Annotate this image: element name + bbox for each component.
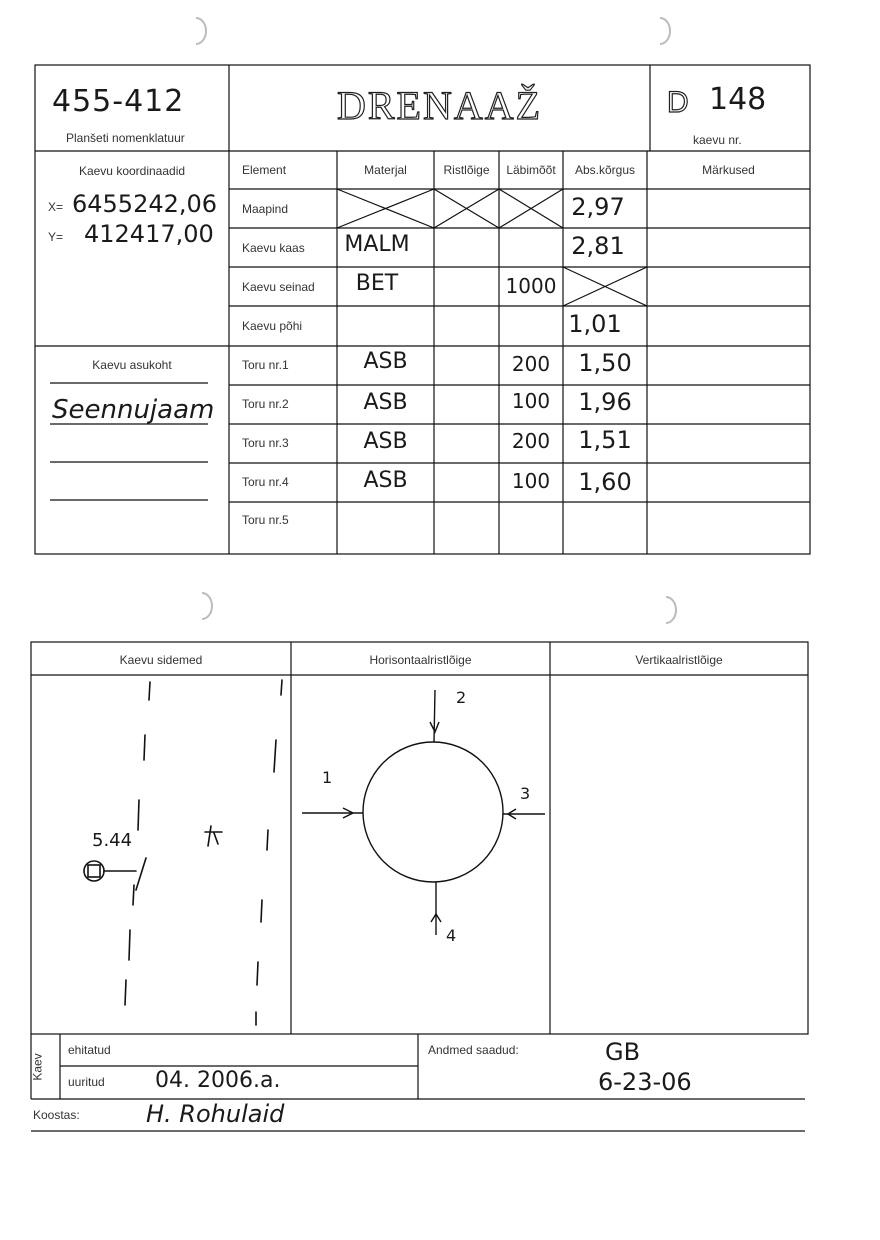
well-number-label: kaevu nr. [693,133,742,147]
row-material: ASB [363,429,408,454]
row-diameter: 1000 [505,274,557,298]
row-element: Kaevu kaas [242,241,305,255]
sketch-title-ties: Kaevu sidemed [119,653,203,667]
row-abs-height: 1,96 [578,388,632,416]
row-material: MALM [344,232,410,257]
row-material: BET [355,271,399,296]
well-number: 148 [709,82,767,117]
nomenclature-label: Planšeti nomenklatuur [66,131,185,145]
coord-x-prefix: X= [48,200,64,214]
pipe-label-2: 2 [456,688,467,707]
compiled-label: Koostas: [33,1108,80,1122]
coord-y-value: 412417,00 [84,220,214,248]
form-title: DRENAAŽ [336,83,543,128]
col-header-material: Materjal [364,163,407,177]
row-element: Kaevu põhi [242,319,303,333]
row-material: ASB [363,349,408,374]
sketch-title-horizontal: Horisontaalristlõige [369,653,472,667]
pipe-label-4: 4 [446,926,457,945]
data-received-initials: GB [605,1038,641,1066]
sketch-elevation-label: 5.44 [92,830,133,851]
pipe-label-3: 3 [520,784,531,803]
row-abs-height: 1,50 [578,349,632,377]
col-header-abs-height: Abs.kõrgus [574,163,636,177]
row-element: Toru nr.1 [242,358,289,372]
row-abs-height: 1,60 [578,468,632,496]
row-diameter: 100 [511,389,551,413]
location-value: Seennujaam [52,395,215,425]
row-abs-height: 2,97 [571,193,625,221]
col-header-cross-section: Ristlõige [443,163,490,177]
col-header-element: Element [242,163,287,177]
row-abs-height: 1,01 [568,310,622,338]
row-material: ASB [363,390,408,415]
surveyed-label: uuritud [68,1075,105,1089]
compiled-value: H. Rohulaid [146,1100,285,1128]
row-element: Toru nr.5 [242,513,289,527]
col-header-diameter: Läbimõõt [506,163,556,177]
pipe-label-1: 1 [322,768,333,787]
row-diameter: 200 [511,352,551,376]
well-prefix: D [667,86,689,119]
coords-label: Kaevu koordinaadid [78,164,186,178]
row-element: Maapind [242,202,289,216]
row-element: Toru nr.3 [242,436,289,450]
row-material: ASB [363,468,408,493]
footer-side-label: Kaev [30,1053,45,1081]
row-element: Kaevu seinad [242,280,315,294]
coord-x-value: 6455242,06 [72,190,218,218]
built-label: ehitatud [68,1043,111,1057]
row-abs-height: 1,51 [578,426,632,454]
surveyed-value: 04. 2006.a. [155,1068,281,1093]
col-header-notes: Märkused [702,163,755,177]
data-received-date: 6-23-06 [598,1068,692,1096]
nomenclature-value: 455-412 [52,84,185,119]
row-element: Toru nr.2 [242,397,289,411]
row-diameter: 100 [511,469,551,493]
row-diameter: 200 [511,429,551,453]
row-abs-height: 2,81 [571,232,625,260]
sketch-title-vertical: Vertikaalristlõige [635,653,723,667]
coord-y-prefix: Y= [48,230,64,244]
data-received-label: Andmed saadud: [428,1043,519,1057]
row-element: Toru nr.4 [242,475,289,489]
location-label: Kaevu asukoht [92,358,172,372]
